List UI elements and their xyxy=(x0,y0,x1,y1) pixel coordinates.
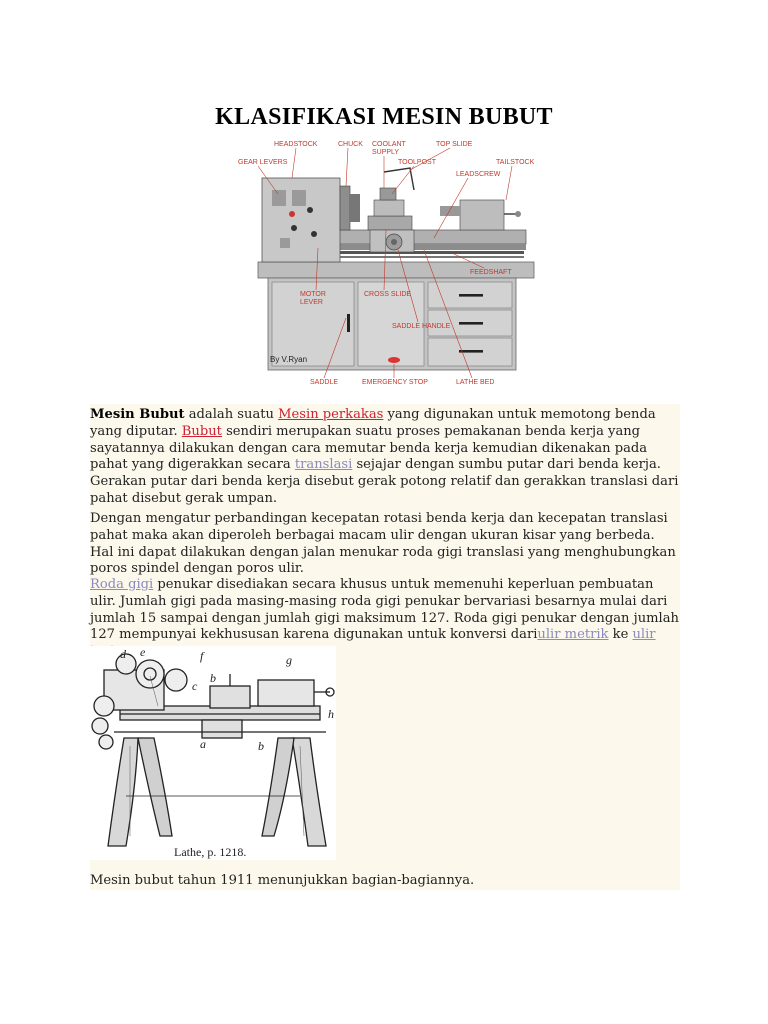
link-translasi[interactable]: translasi xyxy=(294,457,353,473)
label-saddle: SADDLE xyxy=(310,379,339,386)
link-mesin-perkakas[interactable]: Mesin perkakas xyxy=(278,407,384,422)
lathe-diagram xyxy=(234,138,536,392)
label-feedshaft: FEEDSHAFT xyxy=(470,269,512,276)
link-roda-gigi[interactable]: Roda gigi xyxy=(90,577,154,592)
engraving-letter-e: e xyxy=(140,646,146,659)
image-caption: Mesin bubut tahun 1911 menunjukkan bagian-bagiannya. xyxy=(90,873,475,888)
old-lathe-engraving xyxy=(90,646,336,860)
paragraph-intro xyxy=(90,407,680,508)
term-mesin-bubut: Mesin Bubut xyxy=(90,407,185,422)
engraving-letter-b: b xyxy=(258,739,264,753)
link-ulir-metrik[interactable]: ulir metrik xyxy=(537,627,609,643)
engraving-letter-g: g xyxy=(286,653,292,667)
label-coolant: COOLANT xyxy=(372,141,406,148)
text-span: sendiri merupakan suatu proses pemakanan benda kerja yang sayatannya dilakukan dengan cara memutar benda kerja kemudian dikenakan pada pahat yang digerakkan secara xyxy=(90,423,648,473)
label-supply: SUPPLY xyxy=(372,149,400,156)
text-span: ke xyxy=(608,627,633,643)
label-headstock: HEADSTOCK xyxy=(274,141,318,148)
link-bubut[interactable]: Bubut xyxy=(181,423,222,439)
label-chuck: CHUCK xyxy=(338,141,363,148)
label-motor: MOTOR xyxy=(300,291,326,298)
label-leadscrew: LEADSCREW xyxy=(456,171,501,178)
engraving-letter-f: f xyxy=(200,649,204,663)
text-span: penukar disediakan secara khusus untuk memenuhi keperluan pembuatan ulir. Jumlah gigi pada masing-masing roda gigi penukar bervariasi besarnya mulai dari jumlah 15 sampai dengan jumlah gigi maksimum 127. Roda gigi penukar dengan jumlah 127 mempunyai kekhususan karena digunakan untuk konversi dari xyxy=(90,577,679,643)
engraving-letter-a: a xyxy=(200,737,206,751)
engraving-letter-b-top: b xyxy=(210,671,216,685)
label-tailstock: TAILSTOCK xyxy=(496,159,535,166)
paragraph-ratio: Dengan mengatur perbandingan kecepatan rotasi benda kerja dan kecepatan translasi pahat maka akan diperoleh berbagai macam ulir dengan ukuran kisar yang berbeda. Hal ini dapat dilakukan dengan jalan menukar roda gigi translasi yang menghubungkan poros spindel dengan poros ulir. xyxy=(90,511,676,577)
text-span: adalah suatu xyxy=(184,407,279,422)
label-toolpost: TOOLPOST xyxy=(398,159,436,166)
engraving-letter-d: d xyxy=(120,647,126,661)
label-lever: LEVER xyxy=(300,299,323,306)
text-span: sejajar dengan sumbu putar dari benda kerja. Gerakan putar dari benda kerja disebut gerak potong relatif dan gerakkan translasi dari pahat disebut gerak umpan. xyxy=(90,457,679,506)
link-ulir-inci[interactable]: ulir xyxy=(632,627,656,643)
diagram-credit: By V.Ryan xyxy=(270,355,308,364)
label-gear-levers: GEAR LEVERS xyxy=(238,159,288,166)
label-saddle-handle: SADDLE HANDLE xyxy=(392,323,451,330)
page-title: KLASIFIKASI MESIN BUBUT xyxy=(215,104,553,130)
label-emergency-stop: EMERGENCY STOP xyxy=(362,379,428,386)
label-cross-slide: CROSS SLIDE xyxy=(364,291,412,298)
engraving-caption: Lathe, p. 1218. xyxy=(174,845,247,859)
label-lathe-bed: LATHE BED xyxy=(456,379,495,386)
text-span: yang digunakan untuk memotong benda yang diputar. xyxy=(90,407,656,439)
label-top-slide: TOP SLIDE xyxy=(436,141,473,148)
engraving-letter-h: h xyxy=(328,707,334,721)
engraving-letter-c: c xyxy=(192,679,198,693)
